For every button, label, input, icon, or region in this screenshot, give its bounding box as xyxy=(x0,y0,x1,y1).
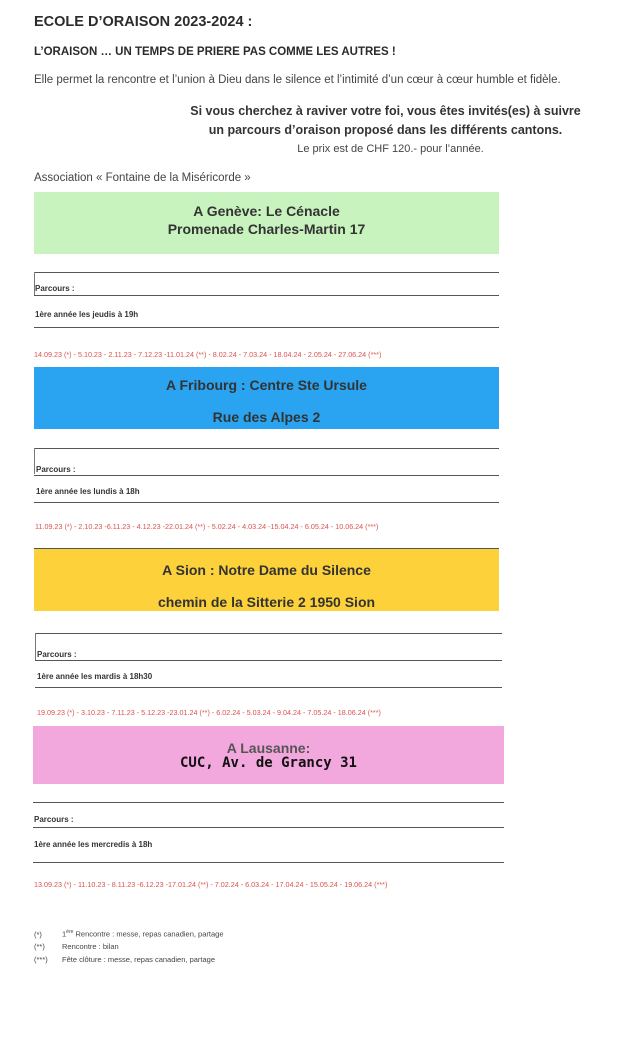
session-dates: 13.09.23 (*) - 11.10.23 - 8.11.23 -6.12.23 -17.01.24 (**) - 7.02.24 - 6.03.24 - 17.04.24 - 15.05.24 - 19.06.24 (***) xyxy=(34,880,388,889)
location-name: A Sion : Notre Dame du Silence xyxy=(162,562,371,578)
association-name: Association « Fontaine de la Miséricorde » xyxy=(34,172,251,184)
footnote-3: (***) Fête clôture : messe, repas canadien, partage xyxy=(34,955,216,964)
location-banner-lausanne xyxy=(33,726,504,784)
divider xyxy=(34,327,499,328)
location-banner-geneve xyxy=(34,192,499,254)
parcours-label: Parcours : xyxy=(36,465,76,474)
divider xyxy=(35,687,502,688)
schedule-text: 1ère année les lundis à 18h xyxy=(36,487,140,496)
location-address: Promenade Charles-Martin 17 xyxy=(167,221,366,237)
location-name: A Genève: Le Cénacle xyxy=(193,203,340,219)
divider xyxy=(34,475,499,476)
schedule-text: 1ère année les jeudis à 19h xyxy=(35,310,139,319)
location-banner-sion xyxy=(34,549,499,611)
divider xyxy=(33,862,504,863)
footnote-mark: (***) xyxy=(34,955,48,964)
location-banner-fribourg xyxy=(34,367,499,429)
divider xyxy=(34,295,499,296)
location-address: CUC, Av. de Grancy 31 xyxy=(179,755,357,771)
divider xyxy=(34,272,499,273)
session-dates: 19.09.23 (*) - 3.10.23 - 7.11.23 - 5.12.23 -23.01.24 (**) - 6.02.24 - 5.03.24 - 9.04.24 - 7.05.24 - 18.06.24 (***) xyxy=(37,708,381,717)
session-dates: 14.09.23 (*) - 5.10.23 - 2.11.23 - 7.12.23 -11.01.24 (**) - 8.02.24 - 7.03.24 - 18.04.24 - 2.05.24 - 27.06.24 (***) xyxy=(34,350,382,359)
session-dates: 11.09.23 (*) - 2.10.23 -6.11.23 - 4.12.23 -22.01.24 (**) - 5.02.24 - 4.03.24 -15.04.24 - 6.05.24 - 10.06.24 (***) xyxy=(35,522,379,531)
location-address: Rue des Alpes 2 xyxy=(212,409,321,425)
footnote-mark: (**) xyxy=(34,942,45,951)
schedule-text: 1ère année les mercredis à 18h xyxy=(34,840,153,849)
parcours-label: Parcours : xyxy=(37,650,77,659)
location-name: A Lausanne: xyxy=(226,740,311,756)
parcours-label: Parcours : xyxy=(35,284,75,293)
divider xyxy=(35,633,502,634)
divider xyxy=(34,448,499,449)
divider xyxy=(34,448,35,474)
divider xyxy=(35,660,502,661)
divider xyxy=(34,502,499,503)
parcours-label: Parcours : xyxy=(34,815,74,824)
divider xyxy=(33,827,504,828)
document-subtitle: L’ORAISON … UN TEMPS DE PRIERE PAS COMME LES AUTRES ! xyxy=(34,46,396,58)
location-name: A Fribourg : Centre Ste Ursule xyxy=(166,377,367,393)
schedule-text: 1ère année les mardis à 18h30 xyxy=(37,672,153,681)
divider xyxy=(33,802,504,803)
invite-line-1: Si vous cherchez à raviver votre foi, vous êtes invités(es) à suivre xyxy=(190,104,581,118)
footnote-mark: (*) xyxy=(34,929,42,939)
intro-text: Elle permet la rencontre et l’union à Dieu dans le silence et l’intimité d’un cœur à cœur humble et fidèle. xyxy=(34,74,561,86)
location-address: chemin de la Sitterie 2 1950 Sion xyxy=(157,594,376,610)
divider xyxy=(35,633,36,661)
invite-line-2: un parcours d’oraison proposé dans les différents cantons. xyxy=(208,123,563,137)
footnote-1: (*) 1ère Rencontre : messe, repas canadien, partage xyxy=(34,929,224,939)
price-text: Le prix est de CHF 120.- pour l’année. xyxy=(297,143,484,155)
footnote-2: (**) Rencontre : bilan xyxy=(34,942,119,951)
document-title: ECOLE D’ORAISON 2023-2024 : xyxy=(34,14,253,30)
